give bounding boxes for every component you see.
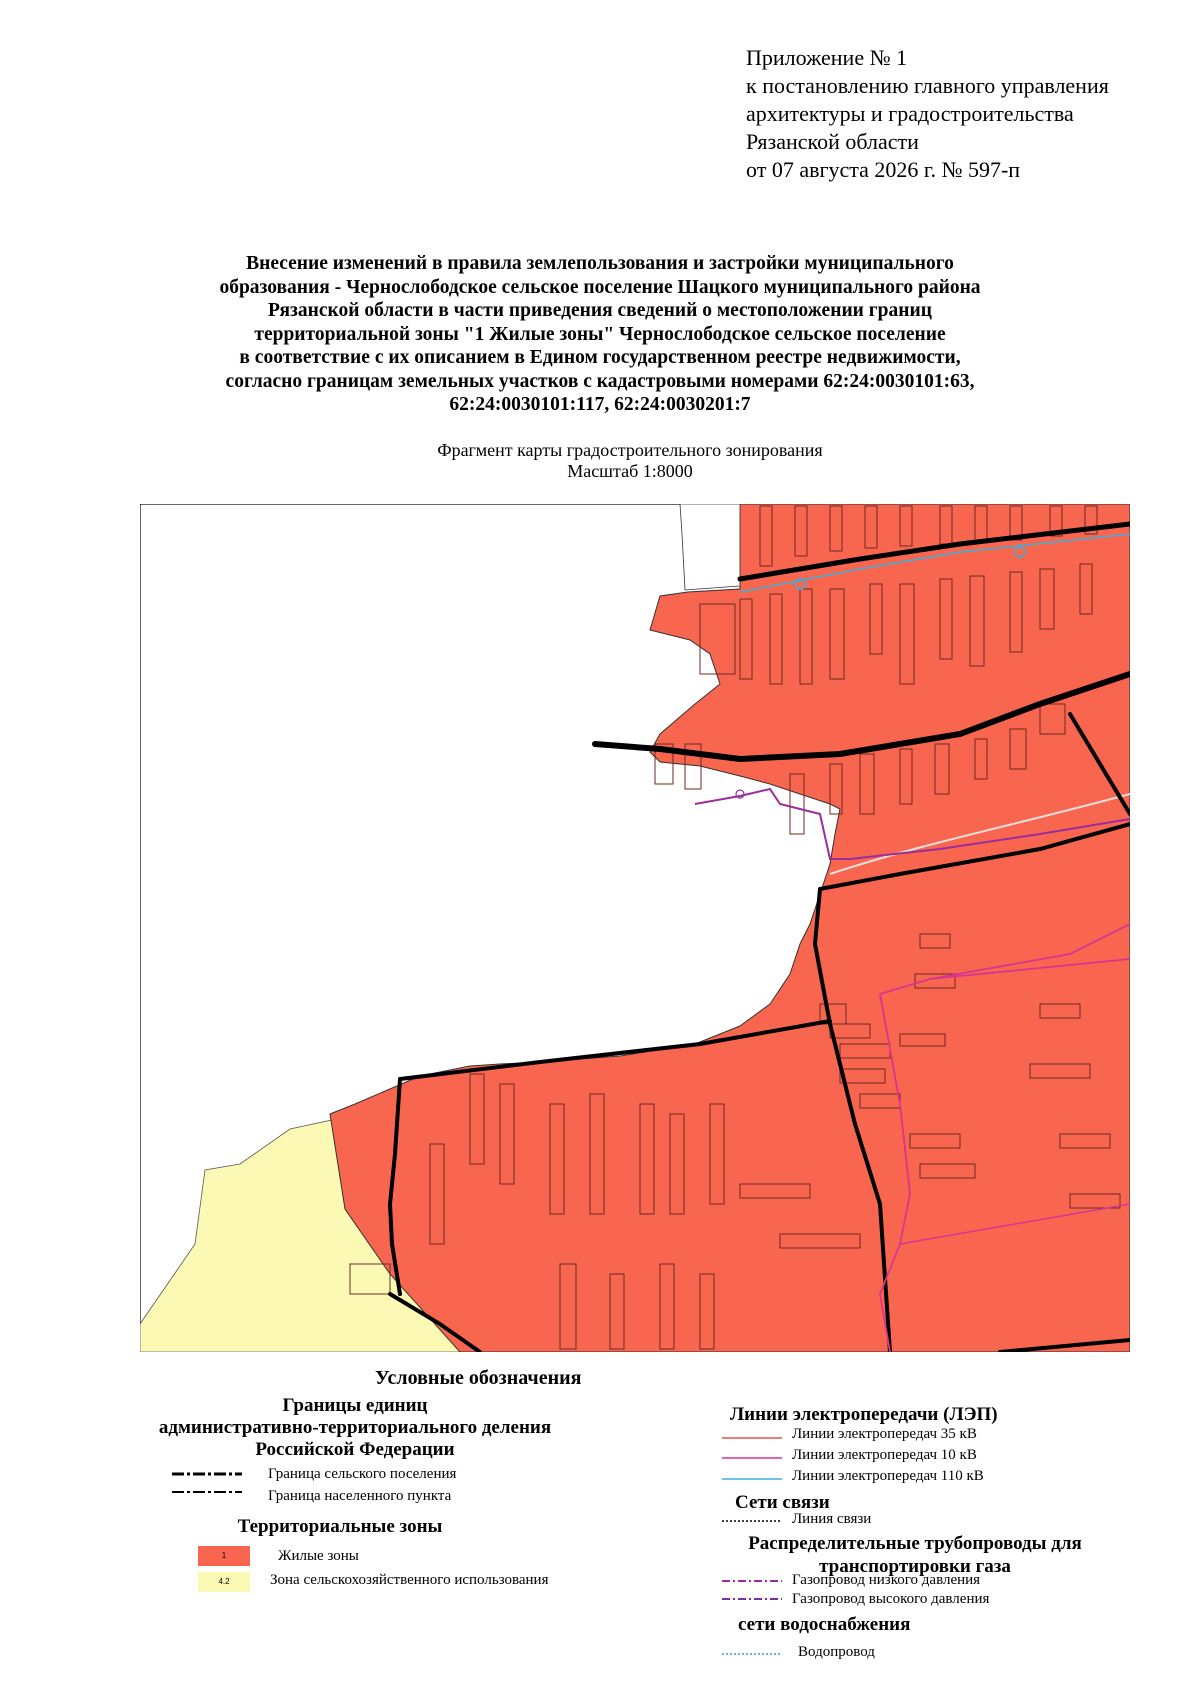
gas-heading-line: транспортировки газа: [819, 1556, 1011, 1577]
appendix-header: [746, 44, 1186, 184]
appendix-line: к постановлению главного управления: [746, 73, 1109, 98]
water-heading: сети водоснабжения: [738, 1614, 911, 1635]
comm-symbol: [722, 1516, 786, 1526]
title-line: территориальной зоны "1 Жилые зоны" Чернослободское сельское поселение: [254, 323, 946, 345]
admin-heading-line: Российской Федерации: [255, 1439, 455, 1460]
agricultural-label: Зона сельскохозяйственного использования: [270, 1572, 549, 1588]
residential-label: Жилые зоны: [278, 1548, 359, 1564]
gas-high-label: Газопровод высокого давления: [792, 1591, 990, 1607]
appendix-line: от 07 августа 2026 г. № 597-п: [746, 157, 1021, 182]
rural-boundary-symbol: [172, 1466, 248, 1496]
power-35-label: Линии электропередач 35 кВ: [792, 1426, 977, 1442]
zoning-map[interactable]: [140, 504, 1130, 1352]
gas-heading-line: Распределительные трубопроводы для: [748, 1533, 1082, 1554]
power-heading: Линии электропередачи (ЛЭП): [730, 1404, 998, 1425]
title-line: Внесение изменений в правила землепользования и застройки муниципального: [246, 253, 954, 274]
admin-heading: [130, 1395, 580, 1461]
map-scale: Масштаб 1:8000: [567, 461, 693, 481]
power-110-label: Линии электропередач 110 кВ: [792, 1468, 984, 1484]
appendix-line: Приложение № 1: [746, 45, 908, 70]
legend-title: Условные обозначения: [375, 1367, 582, 1389]
title-line: 62:24:0030101:117, 62:24:0030201:7: [449, 394, 751, 415]
comm-label: Линия связи: [792, 1511, 872, 1527]
comm-heading: Сети связи: [735, 1492, 830, 1513]
admin-heading-line: административно-территориального деления: [158, 1417, 552, 1438]
appendix-line: архитектуры и градостроительства: [746, 101, 1074, 126]
gas-symbols: [722, 1576, 786, 1606]
document-title: [150, 252, 1050, 417]
admin-heading-line: Границы единиц: [282, 1395, 428, 1416]
power-10-label: Линии электропередач 10 кВ: [792, 1447, 977, 1463]
map-subtitle: [300, 440, 960, 482]
gas-low-label: Газопровод низкого давления: [792, 1572, 981, 1588]
zones-heading: Территориальные зоны: [237, 1516, 443, 1537]
title-line: в соответствие с их описанием в Едином государственном реестре недвижимости,: [239, 347, 961, 368]
water-symbol: [722, 1649, 786, 1659]
rural-boundary-label: Граница сельского поселения: [268, 1466, 457, 1482]
water-label: Водопровод: [798, 1644, 875, 1660]
power-symbols: [722, 1432, 786, 1492]
appendix-line: Рязанской области: [746, 129, 919, 154]
title-line: согласно границам земельных участков с кадастровыми номерами 62:24:0030101:63,: [225, 370, 975, 392]
locality-boundary-label: Граница населенного пункта: [268, 1488, 452, 1504]
title-line: Рязанской области в части приведения сведений о местоположении границ: [268, 300, 932, 321]
agricultural-swatch: 4.2: [198, 1572, 250, 1592]
map-caption: Фрагмент карты градостроительного зонирования: [437, 440, 823, 460]
residential-swatch: 1: [198, 1546, 250, 1566]
title-line: образования - Чернослободское сельское поселение Шацкого муниципального района: [219, 276, 981, 298]
